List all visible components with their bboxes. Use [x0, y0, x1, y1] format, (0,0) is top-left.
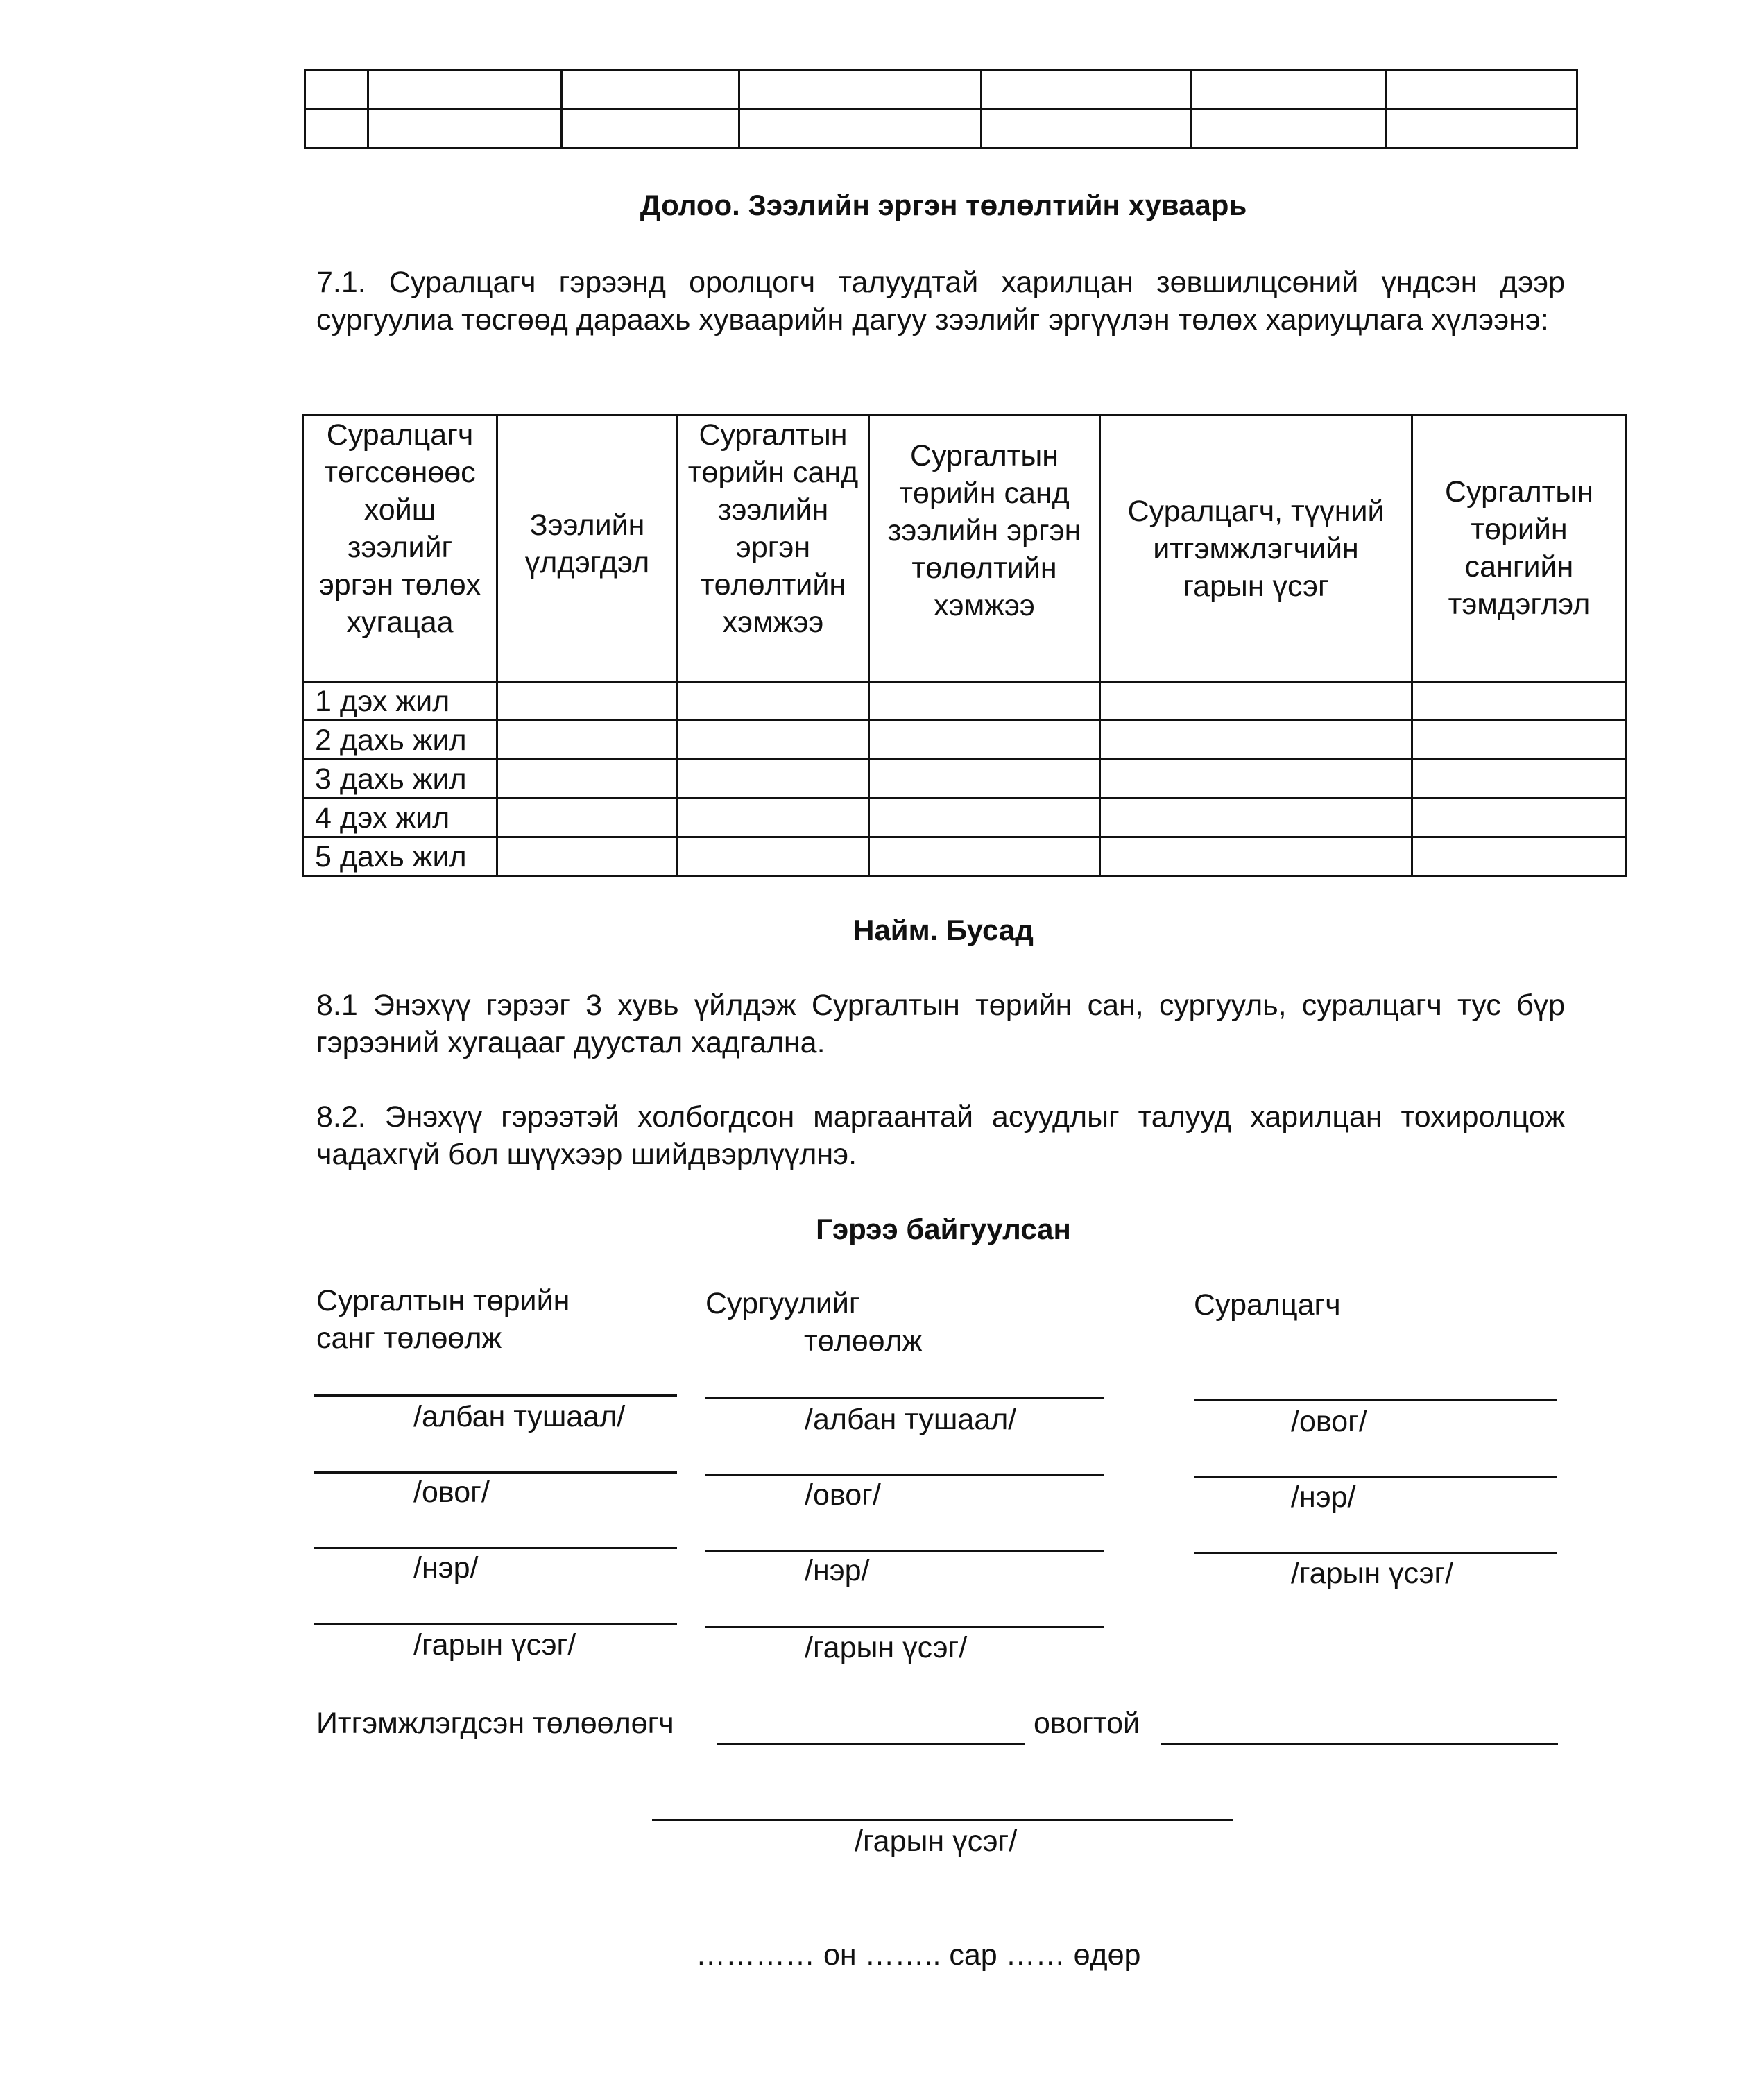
fund-signature-label: /гарын үсэг/: [413, 1628, 576, 1662]
student-surname-label: /овог/: [1291, 1405, 1367, 1438]
fund-position-label: /албан тушаал/: [413, 1400, 626, 1433]
signature-line[interactable]: [705, 1474, 1104, 1476]
header-cell: Суралцагч, түүний итгэмжлэгчийн гарын үсэг: [1100, 416, 1412, 682]
student-signature-label: /гарын үсэг/: [1291, 1557, 1454, 1590]
fund-name-label: /нэр/: [413, 1551, 479, 1585]
signature-line[interactable]: [314, 1394, 677, 1397]
header-cell: Зээлийн үлдэгдэл: [497, 416, 678, 682]
row-label: 4 дэх жил: [303, 799, 497, 837]
representative-signature-line[interactable]: [652, 1819, 1233, 1821]
table-row: [303, 682, 1627, 721]
school-name-label: /нэр/: [805, 1554, 870, 1587]
signature-line[interactable]: [705, 1397, 1104, 1399]
paragraph-8-2: 8.2. Энэхүү гэрээтэй холбогдсон маргаантай асуудлыг талууд харилцан тохиролцож чадахгүй бол шүүхээр шийдвэрлүүлнэ.: [316, 1100, 1565, 1171]
paragraph-8-1: 8.1 Энэхүү гэрээг 3 хувь үйлдэж Сургалтын төрийн сан, сургууль, суралцагч тус бүр гэрээний хугацааг дуустал хадгална.: [316, 989, 1565, 1059]
school-signatory-heading: Сургуулийг төлөөлж: [705, 1287, 923, 1358]
header-cell: Суралцагч төгссөнөөс хойш зээлийг эргэн төлөх хугацаа: [303, 416, 497, 682]
row-label: 3 дахь жил: [303, 760, 497, 799]
table-row: [303, 799, 1627, 837]
signatures-heading: Гэрээ байгуулсан: [816, 1213, 1071, 1245]
signature-line[interactable]: [1194, 1399, 1557, 1401]
signature-line[interactable]: [314, 1547, 677, 1549]
section-8-heading: Найм. Бусад: [853, 914, 1034, 946]
student-signatory-heading: Суралцагч: [1194, 1288, 1341, 1322]
representative-surname-label: овогтой: [1034, 1707, 1140, 1740]
table-row: [303, 837, 1627, 876]
representative-surname-line[interactable]: [1161, 1743, 1558, 1745]
school-signature-label: /гарын үсэг/: [805, 1631, 968, 1664]
fund-signatory-heading: Сургалтын төрийн санг төлөөлж: [316, 1284, 570, 1355]
signature-line[interactable]: [705, 1550, 1104, 1552]
table-row: [303, 721, 1627, 760]
signature-line[interactable]: [314, 1471, 677, 1474]
school-surname-label: /овог/: [805, 1478, 881, 1512]
student-name-label: /нэр/: [1291, 1480, 1356, 1514]
row-label: 2 дахь жил: [303, 721, 497, 760]
header-cell: Сургалтын төрийн сангийн тэмдэглэл: [1412, 416, 1627, 682]
table-header-row: [303, 416, 1627, 682]
fund-surname-label: /овог/: [413, 1476, 490, 1509]
row-label: 5 дахь жил: [303, 837, 497, 876]
table-row: [303, 760, 1627, 799]
row-label: 1 дэх жил: [303, 682, 497, 721]
section-7-heading: Долоо. Зээлийн эргэн төлөлтийн хуваарь: [640, 189, 1247, 221]
signature-line[interactable]: [1194, 1476, 1557, 1478]
school-position-label: /албан тушаал/: [805, 1403, 1017, 1436]
representative-signature-label: /гарын үсэг/: [855, 1825, 1018, 1858]
signature-line[interactable]: [705, 1626, 1104, 1628]
representative-name-line[interactable]: [717, 1743, 1025, 1745]
top-partial-table: [304, 69, 1578, 149]
header-cell: Сургалтын төрийн санд зээлийн эргэн төлөлтийн хэмжээ: [678, 416, 869, 682]
paragraph-7-1: 7.1. Суралцагч гэрээнд оролцогч талуудтай харилцан зөвшилцсөний үндсэн дээр сургуулиа төсгөөд дараахь хуваарийн дагуу зээлийг эргүүлэн төлөх хариуцлага хүлээнэ:: [316, 266, 1565, 336]
representative-label: Итгэмжлэгдсэн төлөөлөгч: [316, 1707, 674, 1740]
date-line: ………… он …….. сар …… өдөр: [696, 1938, 1141, 1972]
signature-line[interactable]: [1194, 1552, 1557, 1554]
header-cell: Сургалтын төрийн санд зээлийн эргэн төлөлтийн хэмжээ: [869, 416, 1100, 682]
signature-line[interactable]: [314, 1623, 677, 1625]
repayment-schedule-table: [302, 414, 1627, 877]
